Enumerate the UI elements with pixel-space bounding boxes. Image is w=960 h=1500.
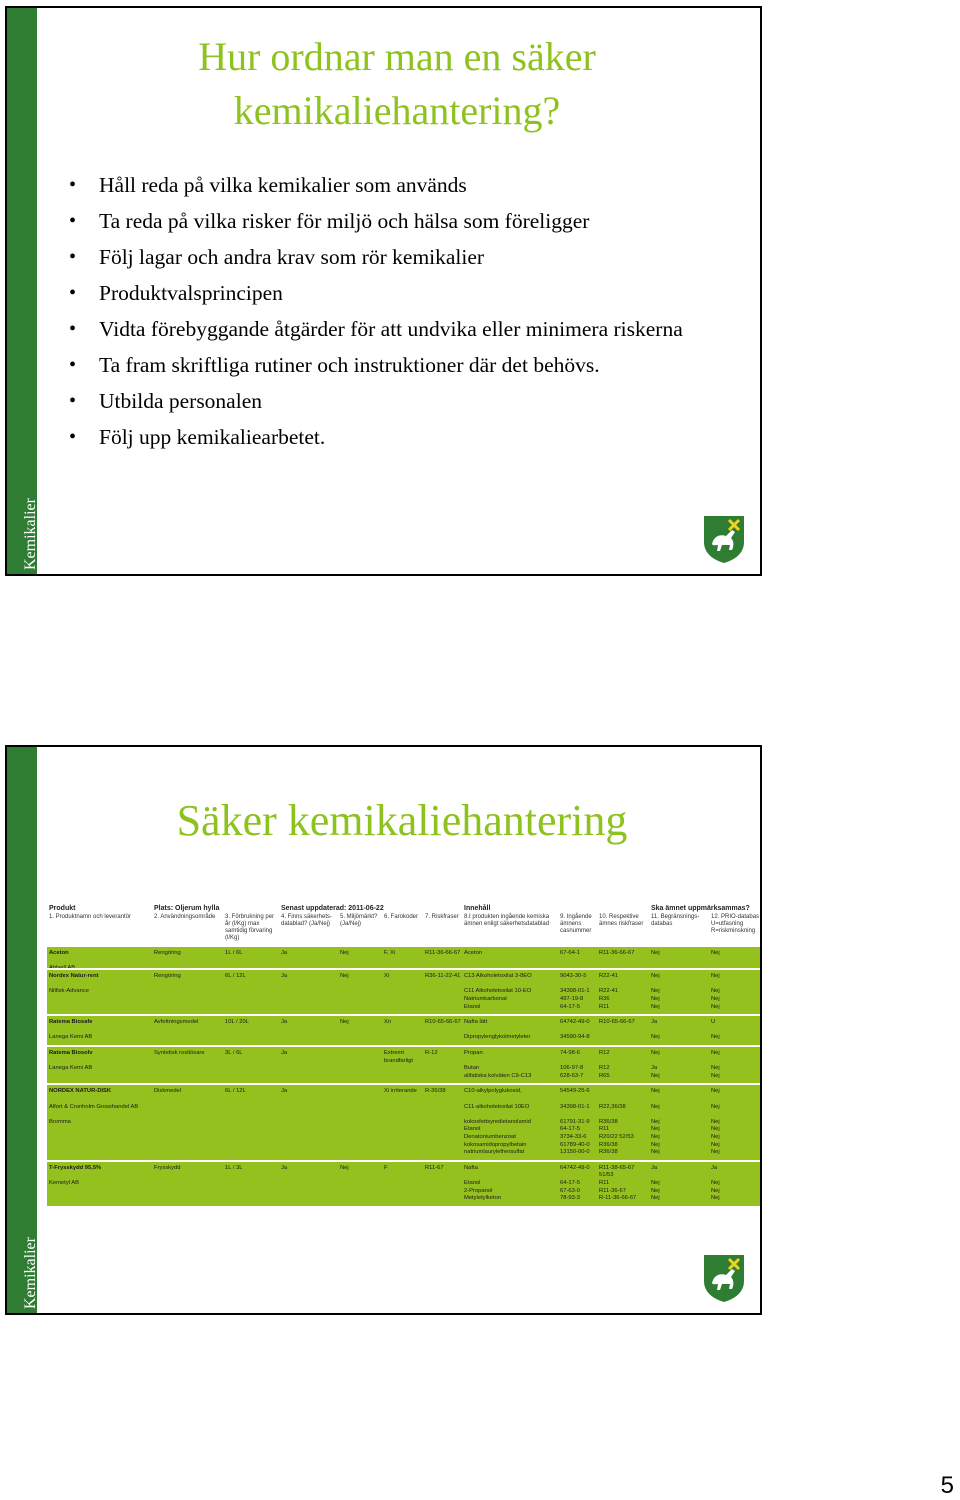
cell-rf: R11 — [599, 1179, 610, 1186]
cell-amnen: kokosfettsyredietanolamid — [464, 1118, 532, 1125]
cell-product: Ratema Biosolv — [49, 1049, 93, 1056]
cell-prio: Nej — [711, 1003, 720, 1010]
cell-supplier: Ahlsell AB — [49, 965, 76, 972]
municipal-logo-icon — [702, 1253, 746, 1303]
cell-begr: Nej — [651, 1049, 660, 1056]
cell-anv: Avfettningsmedel — [154, 1019, 199, 1026]
group-produkt: Produkt — [49, 905, 76, 912]
cell-faro: Extremt brandfarligt — [384, 1049, 414, 1064]
chemical-inventory-table — [47, 905, 762, 1206]
cell-rf: R11 — [599, 1003, 610, 1010]
sidebar-label: Kemikalier — [22, 498, 39, 570]
bullet-list — [69, 170, 729, 458]
cell-supplier: Alfort & Cronholm Grosshandel AB — [49, 1103, 139, 1110]
cell-prio: Nej — [711, 950, 720, 956]
cell-prio: Nej — [711, 1065, 720, 1072]
bullet-item: • Håll reda på vilka kemikalier som används — [69, 170, 729, 200]
cell-rf: R11-36-67 — [599, 1187, 626, 1194]
cell-risk: R36-11-22-41 — [425, 973, 461, 980]
cell-amnen: Etanol — [464, 1179, 481, 1186]
cell-rf: R36 — [599, 995, 610, 1002]
table-row — [47, 1045, 762, 1083]
cell-anv: Rengöring — [154, 973, 181, 980]
col-header: 8.I produkten ingående kemiska ämnen enligt säkerhetsdatablad — [464, 914, 550, 927]
cell-amnen: Denatoniumbenzoat — [464, 1133, 516, 1140]
cell-begr: Nej — [651, 1133, 660, 1140]
cell-amnen: kokosamidopropylbetain — [464, 1141, 527, 1148]
cell-amnen: Dipropylenglykolmetyleter — [464, 1034, 531, 1041]
cell-cas: 67-64-1 — [560, 950, 580, 956]
cell-cas: 64-17-5 — [560, 1003, 580, 1010]
cell-cas: 74-98-6 — [560, 1049, 580, 1056]
cell-amnen: Nafta lätt — [464, 1019, 488, 1026]
col-header: 6. Farokoder — [384, 914, 419, 920]
cell-prio: Nej — [711, 995, 720, 1002]
cell-risk: R11-36-66-67 — [425, 950, 461, 956]
table-row — [47, 968, 762, 1014]
cell-anv: Syntetisk rostlösare — [154, 1049, 205, 1056]
cell-cas: 34398-01-1 — [560, 988, 590, 995]
cell-prio: Nej — [711, 1195, 720, 1202]
col-header: 3. Förbrukning per år (l/Kg) max samtidig förvaring (l/Kg) — [225, 914, 275, 941]
cell-amnen: C13 Alkoholetoxilat 3-8EO — [464, 973, 532, 980]
cell-cas: 61789-40-0 — [560, 1141, 590, 1148]
cell-product: Aceton — [49, 950, 69, 956]
cell-rf: R11-38-65-67 51/53 — [599, 1164, 635, 1179]
cell-prio: Nej — [711, 1072, 720, 1079]
cell-cas: 34398-01-1 — [560, 1103, 590, 1110]
cell-miljo: Nej — [340, 1164, 349, 1171]
cell-begr: Nej — [651, 1195, 660, 1202]
title-line-1: Hur ordnar man en säker — [198, 34, 596, 79]
bullet-item: • Utbilda personalen — [69, 386, 729, 416]
bullet-item: • Följ upp kemikaliearbetet. — [69, 422, 729, 452]
cell-supplier-2: Bromma — [49, 1118, 71, 1125]
cell-forb: 1L / 3L — [225, 1164, 243, 1171]
cell-amnen: alifatiska kolväten C9-C13 — [464, 1072, 532, 1079]
cell-product: Ratema Biosafe — [49, 1019, 93, 1026]
cell-faro: Xn — [384, 1019, 392, 1026]
cell-product: T-Frysskydd 95,5% — [49, 1164, 102, 1171]
col-header: 1. Produktnamn och leverantör — [49, 914, 132, 920]
cell-cas: 34590-94-8 — [560, 1034, 590, 1041]
cell-rf: R11-36-66-67 — [599, 950, 635, 956]
cell-forb: 10L / 20L — [225, 1019, 249, 1026]
cell-miljo: Nej — [340, 950, 349, 956]
cell-amnen: Nafta — [464, 1164, 478, 1171]
cell-amnen: Aceton — [464, 950, 483, 956]
cell-cas: 61791-31-9 — [560, 1118, 590, 1125]
cell-miljo: Nej — [340, 973, 349, 980]
cell-begr: Nej — [651, 973, 660, 980]
cell-sdb: Ja — [281, 1164, 288, 1171]
cell-forb: 3L / 6L — [225, 1049, 243, 1056]
cell-prio: Nej — [711, 1133, 720, 1140]
cell-begr: Ja — [651, 1065, 658, 1072]
bullet-item: • Vidta förebyggande åtgärder för att undvika eller minimera riskerna — [69, 314, 729, 344]
col-header: 2. Användningsområde — [154, 914, 216, 920]
cell-miljo: Nej — [340, 1019, 349, 1026]
sidebar-label: Kemikalier — [22, 1237, 39, 1309]
cell-forb: 6L / 12L — [225, 973, 246, 980]
cell-cas: 64742-49-0 — [560, 1164, 590, 1171]
cell-cas: 9043-30-5 — [560, 973, 587, 980]
cell-begr: Ja — [651, 1019, 658, 1026]
table-row — [47, 1160, 762, 1206]
table-header — [47, 905, 762, 943]
cell-anv: Rengöring — [154, 950, 181, 956]
title-line-2: kemikaliehantering? — [233, 88, 561, 133]
cell-prio: Nej — [711, 988, 720, 995]
bullet-item: • Ta reda på vilka risker för miljö och hälsa som föreligger — [69, 206, 729, 236]
cell-cas: 64-17-5 — [560, 1126, 580, 1133]
cell-risk: R-12 — [425, 1049, 438, 1056]
cell-begr: Nej — [651, 1072, 660, 1079]
cell-amnen: 2-Propanol — [464, 1187, 493, 1194]
cell-rf: R12 — [599, 1049, 610, 1056]
group-plats: Plats: Oljerum hylla — [154, 905, 220, 912]
page-number: 5 — [940, 1472, 954, 1499]
cell-begr: Nej — [651, 995, 660, 1002]
cell-amnen: Metyletylketon — [464, 1195, 502, 1202]
cell-begr: Nej — [651, 1088, 660, 1095]
cell-supplier: Lanega Kemi AB — [49, 1034, 93, 1041]
cell-anv: Diskmedel — [154, 1088, 182, 1095]
cell-amnen: C11-alkoholetoxilat 10EO — [464, 1103, 530, 1110]
cell-cas: 54549-25-6 — [560, 1088, 590, 1095]
cell-forb: 1L / 6L — [225, 950, 243, 956]
cell-amnen: Natriumkarbonat — [464, 995, 507, 1002]
cell-prio: Ja — [711, 1164, 718, 1171]
cell-faro: Xi irriterande — [384, 1088, 417, 1095]
group-senast: Senast uppdaterad: 2011-06-22 — [281, 905, 384, 912]
sidebar — [7, 8, 37, 574]
slide-title: Säker kemikaliehantering — [176, 796, 628, 845]
cell-prio: Nej — [711, 1126, 720, 1133]
cell-supplier: Lanega Kemi AB — [49, 1065, 93, 1072]
cell-rf: R36/38 — [599, 1149, 618, 1156]
cell-cas: 67-63-0 — [560, 1187, 580, 1194]
cell-prio: Nej — [711, 1118, 720, 1125]
slide-1 — [5, 6, 762, 576]
cell-supplier: Nilfisk-Advance — [49, 988, 89, 995]
cell-prio: U — [711, 1019, 716, 1026]
cell-faro: F — [384, 1164, 388, 1171]
cell-cas: 497-19-8 — [560, 995, 584, 1002]
cell-begr: Nej — [651, 1149, 660, 1156]
cell-prio: Nej — [711, 1088, 720, 1095]
cell-rf: R11 — [599, 1126, 610, 1133]
col-header: 5. Miljömärkt? (Ja/Nej) — [340, 914, 378, 927]
slide-2 — [5, 745, 762, 1315]
cell-rf: R22-41 — [599, 988, 619, 995]
slide-title — [127, 30, 667, 138]
cell-amnen: Butan — [464, 1065, 480, 1072]
cell-rf: R36/38 — [599, 1118, 618, 1125]
cell-begr: Nej — [651, 988, 660, 995]
cell-amnen: C10-alkylpolyglukosid, — [464, 1088, 522, 1095]
cell-rf: R10-65-66-67 — [599, 1019, 635, 1026]
cell-product: NORDEX NATUR-DISK — [49, 1088, 112, 1095]
cell-begr: Nej — [651, 1126, 660, 1133]
cell-amnen: Propan — [464, 1049, 483, 1056]
cell-risk: R10-65-66-67 — [425, 1019, 461, 1026]
cell-rf: R22,36/38 — [599, 1103, 626, 1110]
cell-begr: Nej — [651, 1179, 660, 1186]
cell-begr: Nej — [651, 1034, 660, 1041]
col-header: 9. Ingående ämnens casnummer — [560, 914, 592, 934]
col-header: 10. Respektive ämnes riskfraser — [599, 914, 644, 927]
cell-prio: Nej — [711, 1034, 720, 1041]
cell-sdb: Ja — [281, 1088, 288, 1095]
cell-cas: 64742-49-0 — [560, 1019, 590, 1026]
cell-sdb: Ja — [281, 973, 288, 980]
bullet-item: • Ta fram skriftliga rutiner och instruktioner där det behövs. — [69, 350, 729, 380]
table-row — [47, 1014, 762, 1045]
cell-prio: Nej — [711, 1141, 720, 1148]
bullet-item: • Produktvalsprincipen — [69, 278, 729, 308]
cell-rf: R65 — [599, 1072, 610, 1079]
sidebar — [7, 747, 37, 1313]
cell-begr: Nej — [651, 1141, 660, 1148]
cell-anv: Frysskydd — [154, 1164, 181, 1171]
cell-cas: 628-63-7 — [560, 1072, 584, 1079]
cell-cas: 13150-00-0 — [560, 1149, 590, 1156]
cell-prio: Nej — [711, 973, 720, 980]
cell-begr: Nej — [651, 1118, 660, 1125]
col-header: 4. Finns säkerhets-datablad? (Ja/Nej) — [281, 914, 333, 927]
col-header: 11. Begränsnings-databas — [651, 914, 700, 927]
cell-prio: Nej — [711, 1149, 720, 1156]
cell-sdb: Ja — [281, 1049, 288, 1056]
cell-amnen: C11 Alkoholetoxilat 10-EO — [464, 988, 532, 995]
cell-cas: 64-17-5 — [560, 1179, 580, 1186]
cell-risk: R11-67 — [425, 1164, 444, 1171]
group-ska: Ska ämnet uppmärksammas? — [651, 905, 750, 912]
cell-sdb: Ja — [281, 1019, 288, 1026]
cell-rf: R36/38 — [599, 1141, 618, 1148]
cell-begr: Ja — [651, 1164, 658, 1171]
municipal-logo-icon — [702, 514, 746, 564]
cell-faro: Xi — [384, 973, 390, 980]
cell-forb: 6L / 12L — [225, 1088, 246, 1095]
bullet-item: • Följ lagar och andra krav som rör kemikalier — [69, 242, 729, 272]
cell-risk: R-36/38 — [425, 1088, 446, 1095]
cell-cas: 3734-33-6 — [560, 1133, 587, 1140]
cell-cas: 106-97-8 — [560, 1065, 584, 1072]
cell-cas: 78-93-3 — [560, 1195, 580, 1202]
cell-prio: Nej — [711, 1179, 720, 1186]
col-header: 7. Riskfraser — [425, 914, 459, 920]
cell-product: Nordex Natur-rent — [49, 973, 99, 980]
cell-amnen: natriumlaurylethersulfat — [464, 1149, 525, 1156]
col-header: 12. PRIO-databas U=utfasning R=riskminskning — [711, 914, 760, 934]
cell-prio: Nej — [711, 1103, 720, 1110]
cell-begr: Nej — [651, 1187, 660, 1194]
table-row — [47, 1083, 762, 1159]
cell-sdb: Ja — [281, 950, 288, 956]
cell-prio: Nej — [711, 1187, 720, 1194]
cell-amnen: Etanol — [464, 1003, 481, 1010]
table-body — [47, 945, 762, 1206]
cell-amnen: Etanol — [464, 1126, 481, 1133]
cell-begr: Nej — [651, 1003, 660, 1010]
cell-supplier: Kemetyl AB — [49, 1179, 79, 1186]
cell-begr: Nej — [651, 1103, 660, 1110]
cell-faro: F, Xi — [384, 950, 396, 956]
cell-rf: R22-41 — [599, 973, 619, 980]
cell-begr: Nej — [651, 950, 660, 956]
cell-rf: R-11-36-66-67 — [599, 1195, 637, 1202]
cell-rf: R12 — [599, 1065, 610, 1072]
cell-rf: R20/22 52/53 — [599, 1133, 634, 1140]
cell-prio: Nej — [711, 1049, 720, 1056]
table-row — [47, 945, 762, 972]
group-innehall: Innehåll — [464, 905, 491, 912]
